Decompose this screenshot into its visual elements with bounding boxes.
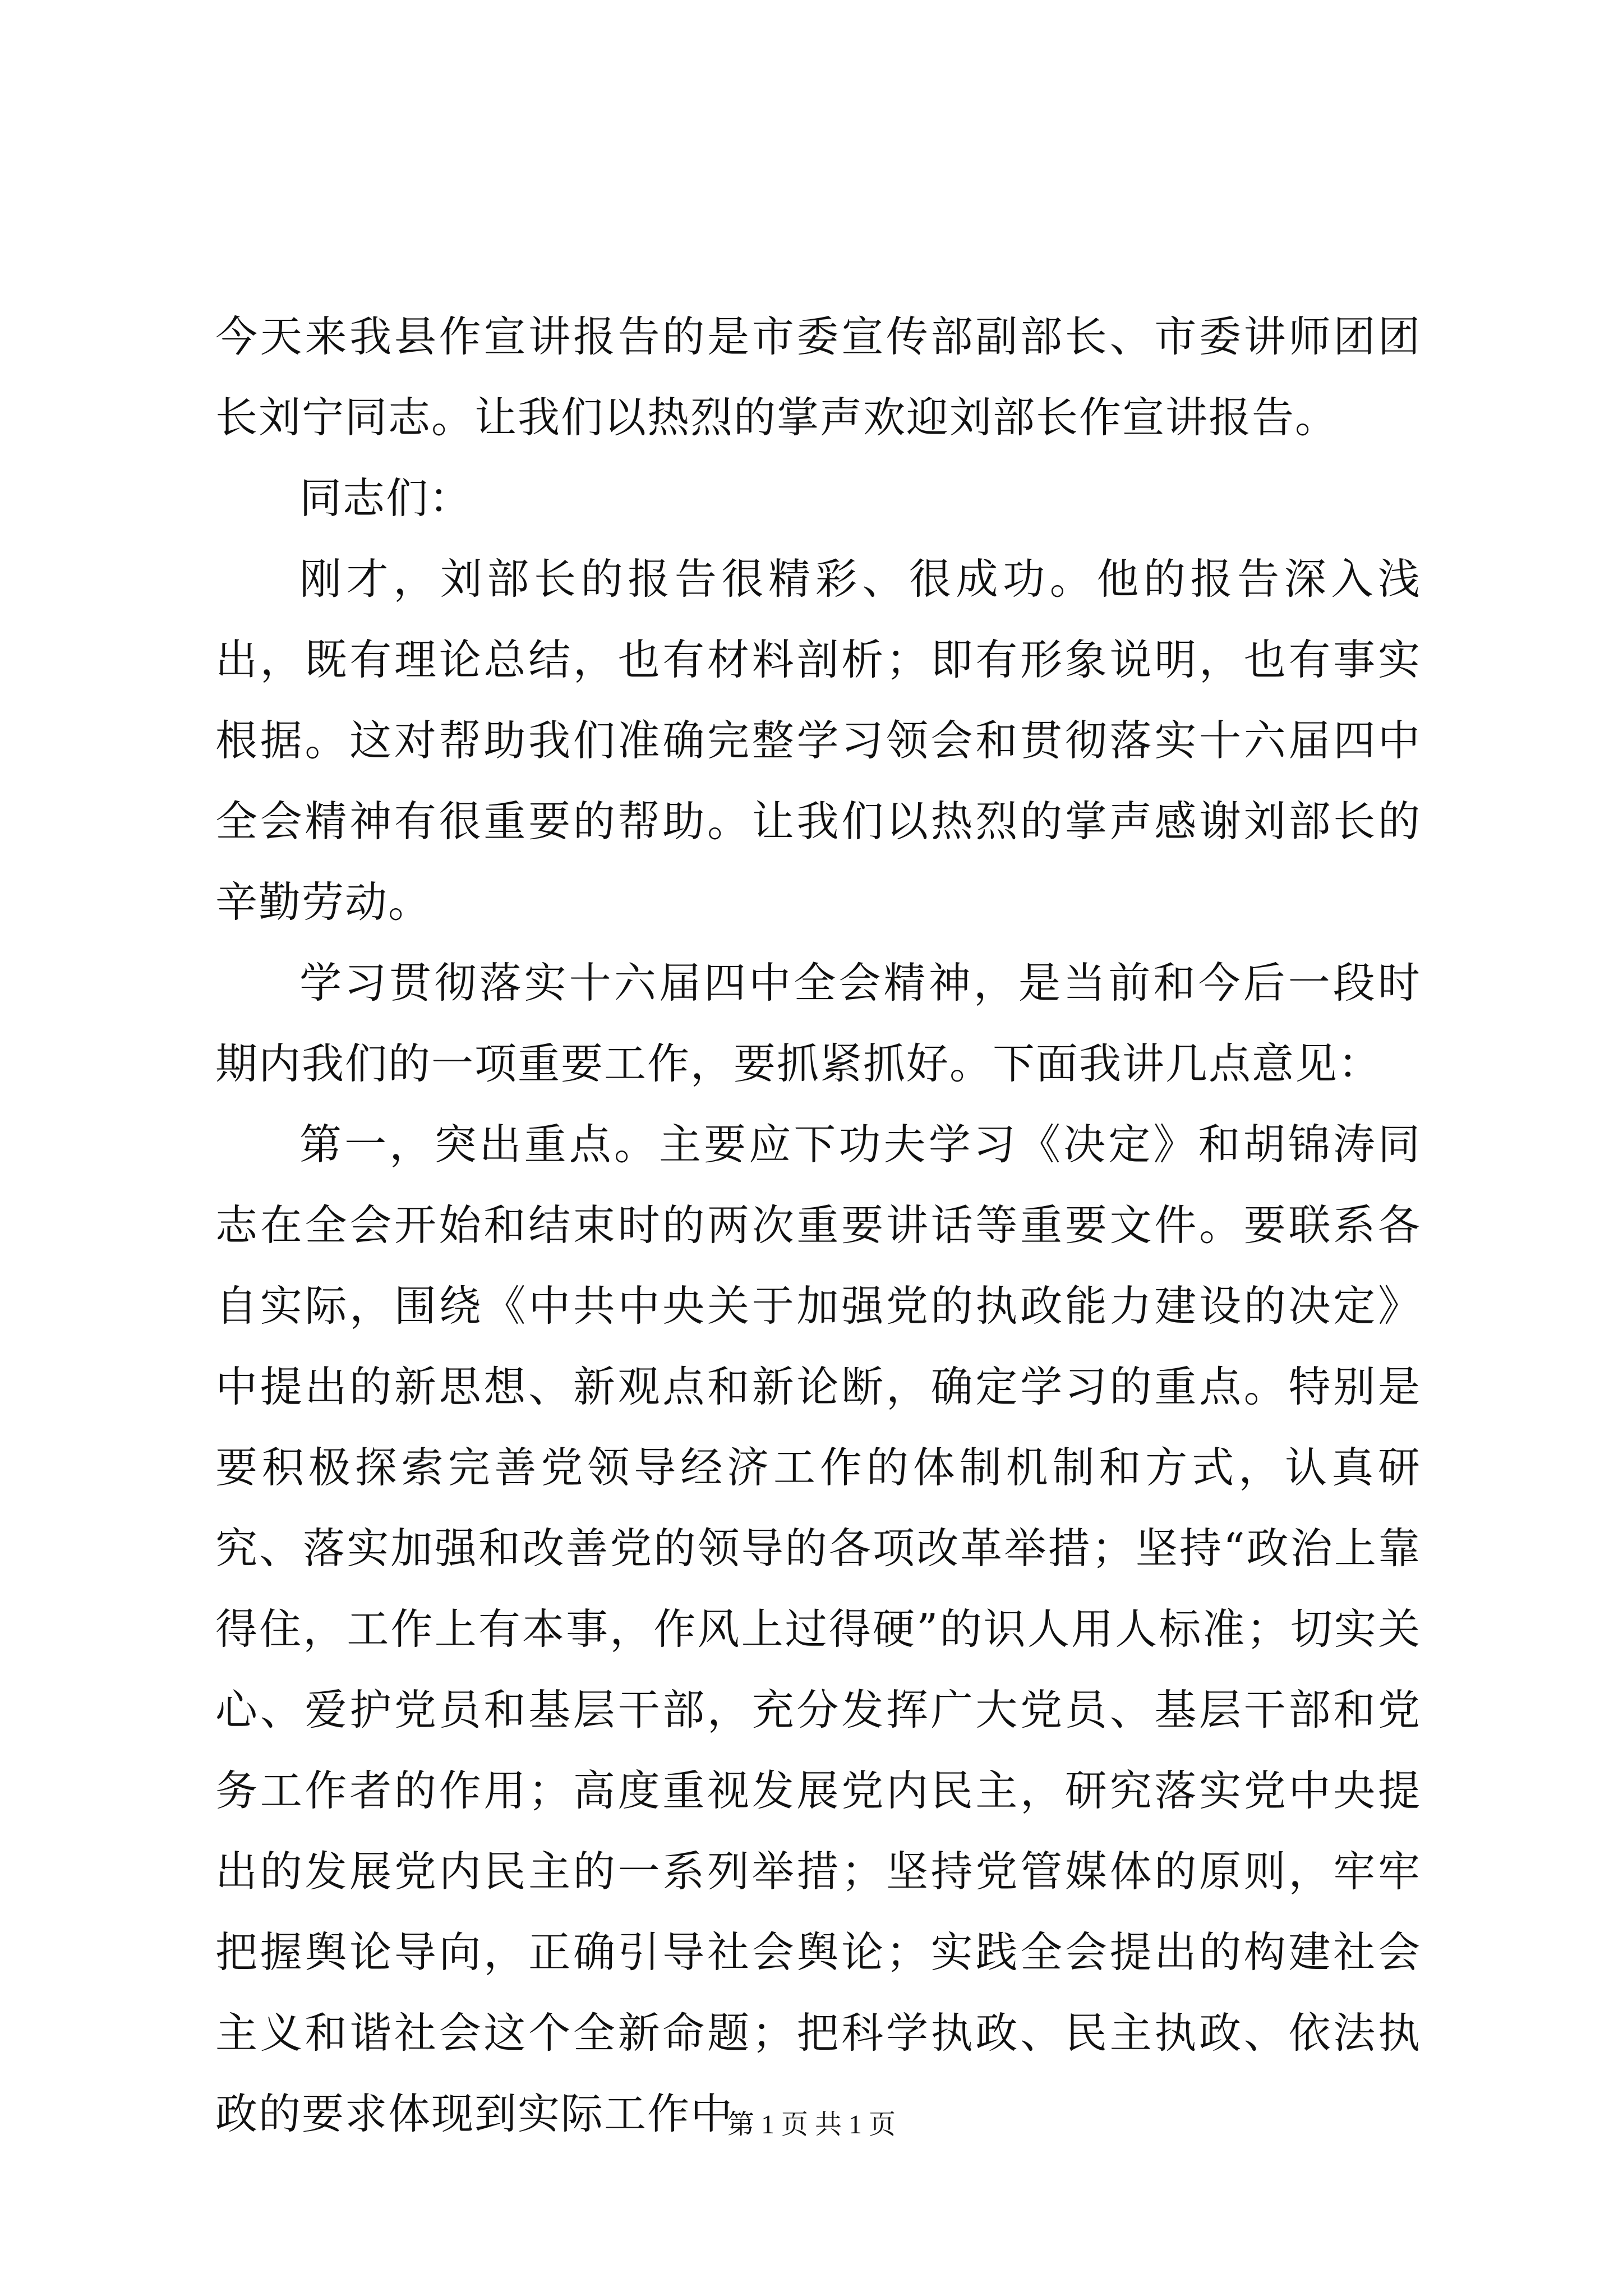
- paragraph-salutation: 同志们：: [299, 473, 473, 523]
- paragraph-intro: 今天来我县作宣讲报告的是市委宣传部副部长、市委讲师团团长刘宁同志。让我们以热烈的掌声欢迎刘部长作宣讲报告。: [215, 312, 1421, 442]
- paragraph-thanks: 刚才，刘部长的报告很精彩、很成功。他的报告深入浅出，既有理论总结，也有材料剖析；即有形象说明，也有事实根据。这对帮助我们准确完整学习领会和贯彻落实十六届四中全会精神有很重要的帮助。让我们以热烈的掌声感谢刘部长的辛勤劳动。: [215, 554, 1421, 927]
- paragraph-point-one: 第一，突出重点。主要应下功夫学习《决定》和胡锦涛同志在全会开始和结束时的两次重要讲话等重要文件。要联系各自实际，围绕《中共中央关于加强党的执政能力建设的决定》中提出的新思想、新观点和新论断，确定学习的重点。特别是要积极探索完善党领导经济工作的体制机制和方式，认真研究、落实加强和改善党的领导的各项改革举措；坚持“政治上靠得住，工作上有本事，作风上过得硬”的识人用人标准；切实关心、爱护党员和基层干部，充分发挥广大党员、基层干部和党务工作者的作用；高度重视发展党内民主，研究落实党中央提出的发展党内民主的一系列举措；坚持党管媒体的原则，牢牢把握舆论导向，正确引导社会舆论；实践全会提出的构建社会主义和谐社会这个全新命题；把科学执政、民主执政、依法执政的要求体现到实际工作中: [215, 1120, 1421, 2138]
- document-body: [215, 296, 1421, 2154]
- paragraph-overview: 学习贯彻落实十六届四中全会精神，是当前和今后一段时期内我们的一项重要工作，要抓紧抓好。下面我讲几点意见：: [215, 958, 1421, 1088]
- page-footer: 第 1 页 共 1 页: [727, 2110, 896, 2139]
